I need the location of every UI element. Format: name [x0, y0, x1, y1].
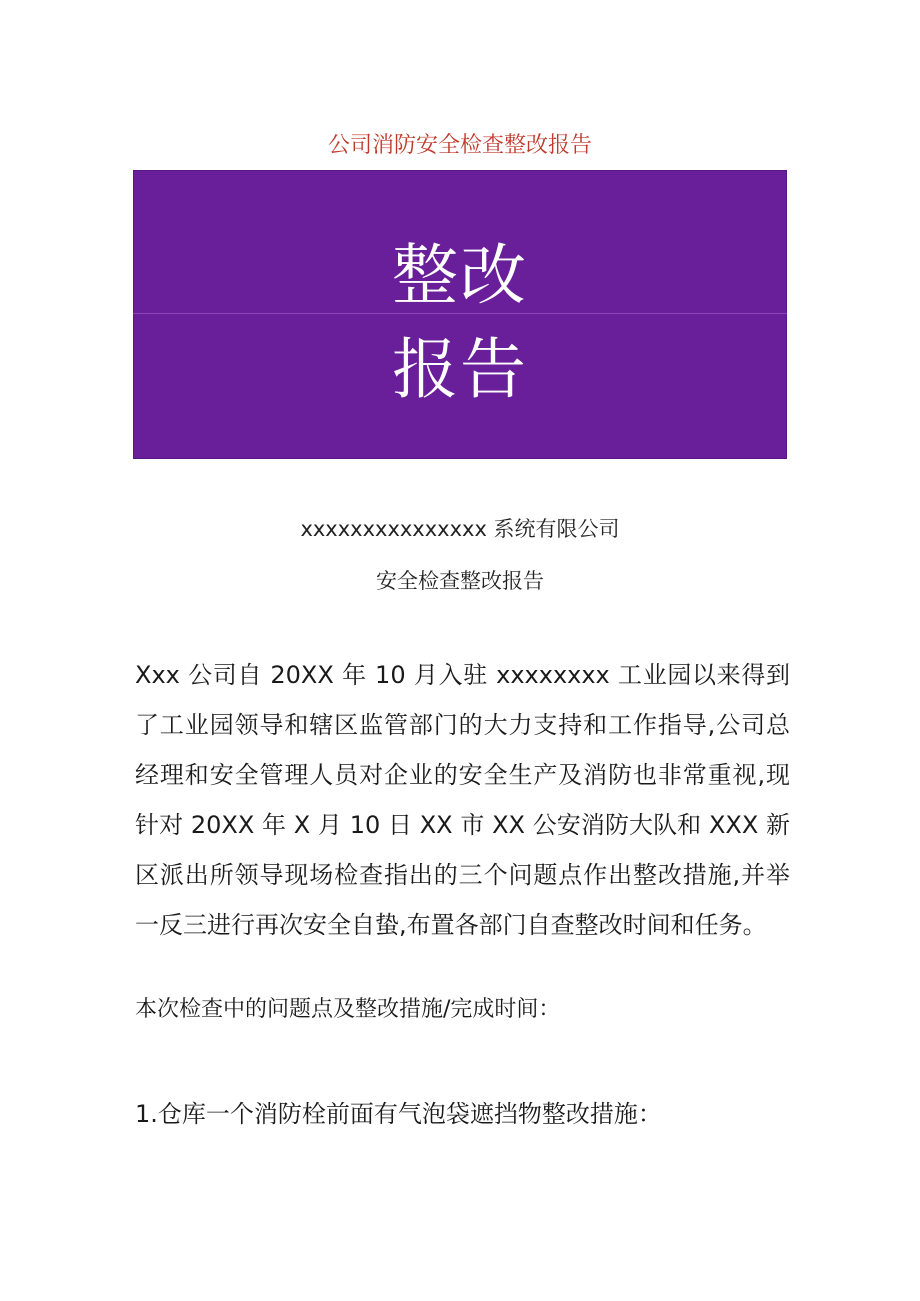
section-heading: 本次检查中的问题点及整改措施/完成时间： — [135, 997, 561, 1022]
cover-title-line-1 — [133, 236, 787, 316]
issue-item-1: 1.仓库一个消防栓前面有气泡袋遮挡物整改措施： — [135, 1100, 662, 1128]
intro-paragraph: Xxx 公司自 20XX 年 10 月入驻 xxxxxxxx 工业园以来得到了工业园领导和辖区监管部门的大力支持和工作指导,公司总经理和安全管理人员对企业的安全生产及消防也非常重视,现针对 20XX 年 X 月 10 日 XX 市 XX 公安消防大队和 XXX 新区派出所领导现场检查指出的三个问题点作出整改措施,并举一反三进行再次安全自蛰,布置各部门自查整改时间和任务。 — [135, 661, 790, 939]
cover-title-text-1: 整改 — [392, 237, 528, 314]
cover-title-text-2: 报告 — [392, 331, 528, 408]
company-name: xxxxxxxxxxxxxxx 系统有限公司 — [300, 517, 620, 541]
document-top-title: 公司消防安全检查整改报告 — [327, 133, 592, 158]
cover-title-line-2 — [133, 330, 787, 410]
report-name: 安全检查整改报告 — [376, 569, 544, 593]
